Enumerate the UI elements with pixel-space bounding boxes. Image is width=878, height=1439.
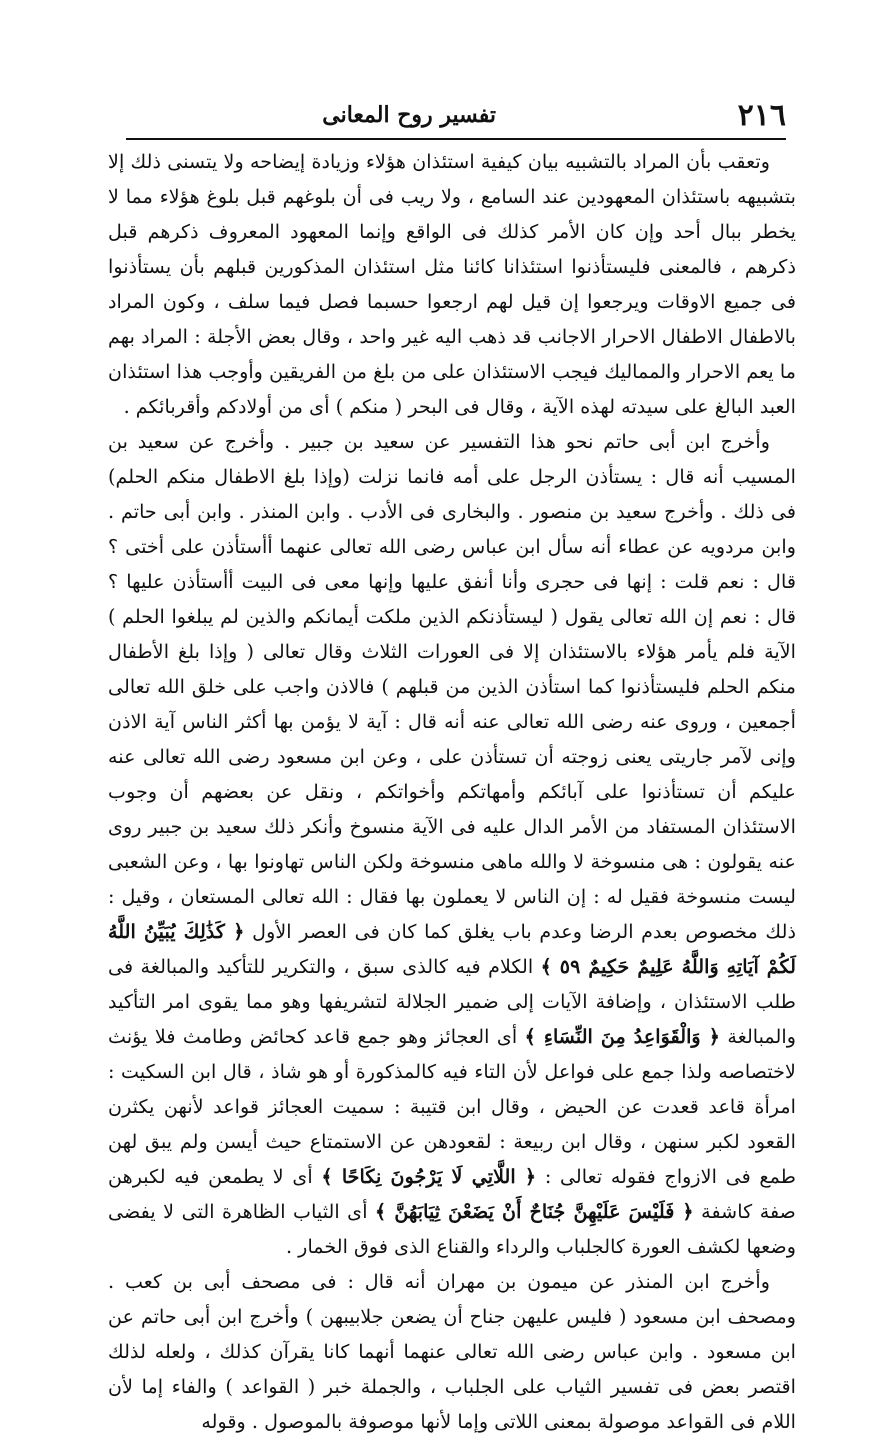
paragraph	[108, 424, 796, 1264]
paragraph-text: أى العجائز وهو جمع قاعد كحائض وطامث فلا يؤنث لاختصاصه ولذا جمع على فواعل لأن التاء فيه كالمذكورة أو هو شاذ ، قال ابن السكيت : امرأة قاعد قعدت عن الحيض ، وقال ابن قتيبة : سميت العجائز قواعد لأنهن يكثرن القعود لكبر سنهن ، وقال ابن ربيعة : لقعودهن عن الاستمتاع حيث أيسن ولم يبق لهن طمع فى الازواج فقوله تعالى :	[108, 1025, 796, 1188]
running-title: تفسير روح المعانى	[322, 102, 496, 128]
paragraph: وأخرج ابن المنذر عن ميمون بن مهران أنه قال : فى مصحف أبى بن كعب . ومصحف ابن مسعود ( فليس عليهن جناح أن يضعن جلابيبهن ) وأخرج ابن أبى حاتم عن ابن مسعود . وابن عباس رضى الله تعالى عنهما أنهما كانا يقرآن كذلك ، ولعله لذلك اقتصر بعض فى تفسير الثياب على الجلباب ، والجملة خبر ( القواعد ) والفاء إما لأن اللام فى القواعد موصولة بمعنى اللاتى وإما لأنها موصوفة بالموصول . وقوله	[108, 1270, 796, 1433]
quran-verse: ﴿ اللَّاتِي لَا يَرْجُونَ نِكَاحًا ﴾	[321, 1165, 537, 1188]
quran-verse: ﴿ فَلَيْسَ عَلَيْهِنَّ جُنَاحٌ أَنْ يَضَعْنَ ثِيَابَهُنَّ ﴾	[375, 1200, 694, 1223]
quran-verse: ﴿ كَذَٰلِكَ يُبَيِّنُ اللَّهُ لَكُمْ آيَاتِهِ وَاللَّهُ عَلِيمٌ حَكِيمٌ ٥٩ ﴾	[108, 920, 796, 978]
paragraph-text: الكلام فيه كالذى سبق ، والتكرير للتأكيد والمبالغة فى طلب الاستئذان ، وإضافة الآيات إلى ضمير الجلالة لتشريفها وهو مما يقوى امر التأكيد والمبالغة	[108, 955, 796, 1048]
paragraph-text: وأخرج ابن أبى حاتم نحو هذا التفسير عن سعيد بن جبير . وأخرج عن سعيد بن المسيب أنه قال : يستأذن الرجل على أمه فانما نزلت (وإذا بلغ الاطفال منكم الحلم) فى ذلك . وأخرج سعيد بن منصور . والبخارى فى الأدب . وابن المنذر . وابن أبى حاتم . وابن مردويه عن عطاء أنه سأل ابن عباس رضى الله تعالى عنهما أأستأذن على أختى ؟ قال : نعم قلت : إنها فى حجرى وأنا أنفق عليها وإنها معى فى البيت أأستأذن عليها ؟ قال : نعم إن الله تعالى يقول ( ليستأذنكم الذين ملكت أيمانكم والذين لم يبلغوا الحلم ) الآية فلم يأمر هؤلاء بالاستئذان إلا فى العورات الثلاث وقال تعالى ( وإذا بلغ الأطفال منكم الحلم فليستأذنوا كما استأذن الذين من قبلهم ) فالاذن واجب على خلق الله تعالى أجمعين ، وروى عنه رضى الله تعالى عنه أنه قال : آية لا يؤمن بها أكثر الناس آية الاذن وإنى لآمر جاريتى يعنى زوجته أن تستأذن على ، وعن ابن مسعود رضى الله تعالى عنه عليكم أن تستأذنوا على آبائكم وأمهاتكم وأخواتكم ، ونقل عن بعضهم أن وجوب الاستئذان المستفاد من الأمر الدال عليه فى الآية منسوخ وأنكر ذلك سعيد بن جبير روى عنه يقولون : هى منسوخة لا والله ماهى منسوخة ولكن الناس تهاونوا بها ، وعن الشعبى ليست منسوخة فقيل له : إن الناس لا يعملون بها فقال : الله تعالى المستعان ، وقيل : ذلك مخصوص بعدم الرضا وعدم باب يغلق كما كان فى العصر الأول	[108, 430, 796, 943]
header-rule	[126, 138, 786, 140]
paragraph: وتعقب بأن المراد بالتشبيه بيان كيفية استئذان هؤلاء وزيادة إيضاحه ولا يتسنى ذلك إلا بتشبيهه باستئذان المعهودين عند السامع ، ولا ريب فى أن بلوغهم قبل بلوغ هؤلاء مما لا يخطر ببال أحد وإن كان الأمر كذلك فى الواقع وإنما المعهود المعروف ذكرهم قبل ذكرهم ، فالمعنى فليستأذنوا استئذانا كائنا مثل استئذان المذكورين قبلهم بأن يستأذنوا فى جميع الاوقات ويرجعوا إن قيل لهم ارجعوا حسبما فصل فيما سلف ، وكون المراد بالاطفال الاطفال الاحرار الاجانب قد ذهب اليه غير واحد ، وقال بعض الأجلة : المراد بهم ما يعم الاحرار والمماليك فيجب الاستئذان على من بلغ من الفريقين وأوجب هذا استئذان العبد البالغ على سيدته لهذه الآية ، وقال فى البحر ( منكم ) أى من أولادكم وأقربائكم .	[108, 150, 796, 418]
paragraph-text: أى لا يطمعن فيه لكبرهن صفة كاشفة	[108, 1165, 796, 1223]
quran-verse: ﴿ وَالْقَوَاعِدُ مِنَ النِّسَاءِ ﴾	[524, 1025, 720, 1048]
page-header	[126, 96, 786, 140]
body-text	[108, 144, 796, 1439]
paragraph-text: أى الثياب الظاهرة التى لا يفضى وضعها لكشف العورة كالجلباب والرداء والقناع الذى فوق الخمار .	[108, 1200, 796, 1258]
page-number: ٢١٦	[737, 98, 786, 133]
